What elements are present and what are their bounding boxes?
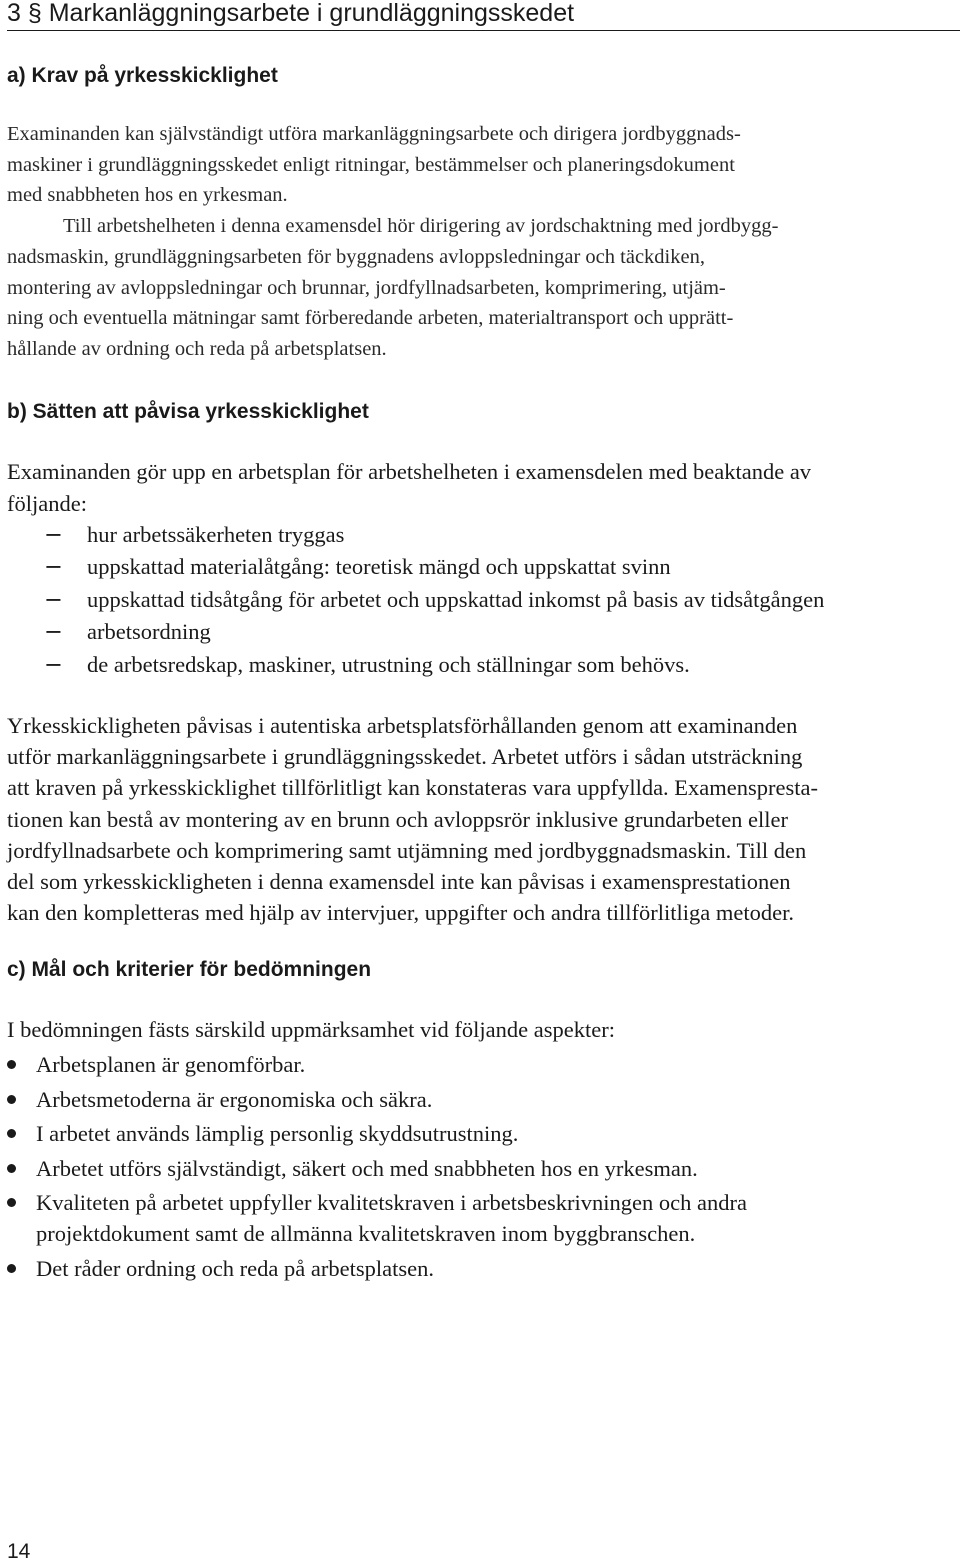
list-item [7,1187,747,1249]
paragraph-line: att kraven på yrkesskicklighet tillförlitligt kan konstateras vara uppfyllda. Examenspresta- [7,775,818,801]
list-item-text: Arbetsmetoderna är ergonomiska och säkra. [36,1086,433,1112]
page-number: 14 [7,1540,31,1563]
paragraph-line: med snabbheten hos en yrkesman. [7,184,288,207]
section-c-intro [7,1014,953,1046]
list-item-text: Det råder ordning och reda på arbetsplatsen. [36,1255,434,1281]
bullet-icon [7,1060,16,1069]
paragraph-line: maskiner i grundläggningsskedet enligt ritningar, bestämmelser och planeringsdokument [7,153,735,176]
section-b-intro [7,456,953,519]
list-item [44,551,824,583]
bullet-icon [7,1264,16,1273]
list-item-text: de arbetsredskap, maskiner, utrustning och ställningar som behövs. [87,651,690,677]
paragraph-line: jordfyllnadsarbete och komprimering samt utjämning med jordbyggnadsmaskin. Till den [7,837,807,863]
section-a-heading: a) Krav på yrkesskicklighet [7,64,278,87]
list-item-text: Arbetsplanen är genomförbar. [36,1052,306,1077]
bullet-icon [7,1198,16,1207]
section-b-dash-list [44,519,824,681]
list-item [7,1253,747,1284]
paragraph-line: Examinanden gör upp en arbetsplan för arbetshelheten i examensdelen med beaktande av [7,459,812,484]
section-a-paragraph [7,119,953,365]
list-item-text: uppskattad materialåtgång: teoretisk mängd och uppskattat svinn [87,554,671,580]
list-item [7,1153,747,1184]
bullet-icon [7,1164,16,1173]
list-item [44,584,824,616]
dash-marker: − [44,522,63,548]
list-item-text: projektdokument samt de allmänna kvalitetskraven inom byggbranschen. [36,1221,696,1247]
list-item [7,1049,747,1080]
section-b-heading: b) Sätten att påvisa yrkesskicklighet [7,400,369,423]
dash-marker: − [44,586,63,613]
paragraph-line: I bedömningen fästs särskild uppmärksamhet vid följande aspekter: [7,1017,615,1042]
paragraph-line: hållande av ordning och reda på arbetsplatsen. [7,337,387,360]
list-item [44,616,824,648]
paragraph-line: ning och eventuella mätningar samt förberedande arbeten, materialtransport och upprätt- [7,307,734,330]
section-c-bullet-list [7,1049,747,1288]
paragraph-line: kan den kompletteras med hjälp av intervjuer, uppgifter och andra tillförlitliga metoder. [7,900,794,926]
paragraph-line: del som yrkesskickligheten i denna examensdel inte kan påvisas i examensprestationen [7,869,791,895]
list-item [7,1118,747,1149]
list-item [7,1084,747,1115]
paragraph-line: montering av avloppsledningar och brunnar, jordfyllnadsarbeten, komprimering, utjäm- [7,276,726,299]
list-item-text: Arbetet utförs självständigt, säkert och med snabbheten hos en yrkesman. [36,1155,698,1181]
bullet-icon [7,1129,16,1138]
dash-marker: − [44,619,63,646]
paragraph-line: Yrkesskickligheten påvisas i autentiska arbetsplatsförhållanden genom att examinanden [7,713,798,738]
list-item-text: hur arbetssäkerheten tryggas [87,522,345,547]
section-c-heading: c) Mål och kriterier för bedömningen [7,958,372,981]
paragraph-line: Examinanden kan självständigt utföra markanläggningsarbete och dirigera jordbyggnads- [7,123,741,145]
paragraph-line: tionen kan bestå av montering av en brunn och avloppsrör inklusive grundarbeten eller [7,806,789,832]
chapter-title: 3 § Markanläggningsarbete i grundläggningsskedet [7,0,575,27]
list-item-text: arbetsordning [87,619,211,645]
dash-marker: − [44,651,63,678]
paragraph-line: nadsmaskin, grundläggningsarbeten för byggnadens avloppsledningar och täckdiken, [7,245,705,268]
list-item-text: Kvaliteten på arbetet uppfyller kvalitetskraven i arbetsbeskrivningen och andra [36,1190,747,1216]
list-item [44,519,824,551]
paragraph-line: Till arbetshelheten i denna examensdel hör dirigering av jordschaktning med jordbygg- [63,215,779,238]
list-item [44,649,824,681]
list-item-text: I arbetet används lämplig personlig skyddsutrustning. [36,1121,519,1147]
dash-marker: − [44,554,63,581]
list-item-text: uppskattad tidsåtgång för arbetet och uppskattad inkomst på basis av tidsåtgången [87,586,825,612]
paragraph-line: utför markanläggningsarbete i grundläggningsskedet. Arbetet utförs i sådan utsträckning [7,744,803,770]
bullet-icon [7,1095,16,1104]
title-underline-rule [7,30,960,31]
paragraph-line: följande: [7,490,87,516]
section-b-body [7,710,953,928]
